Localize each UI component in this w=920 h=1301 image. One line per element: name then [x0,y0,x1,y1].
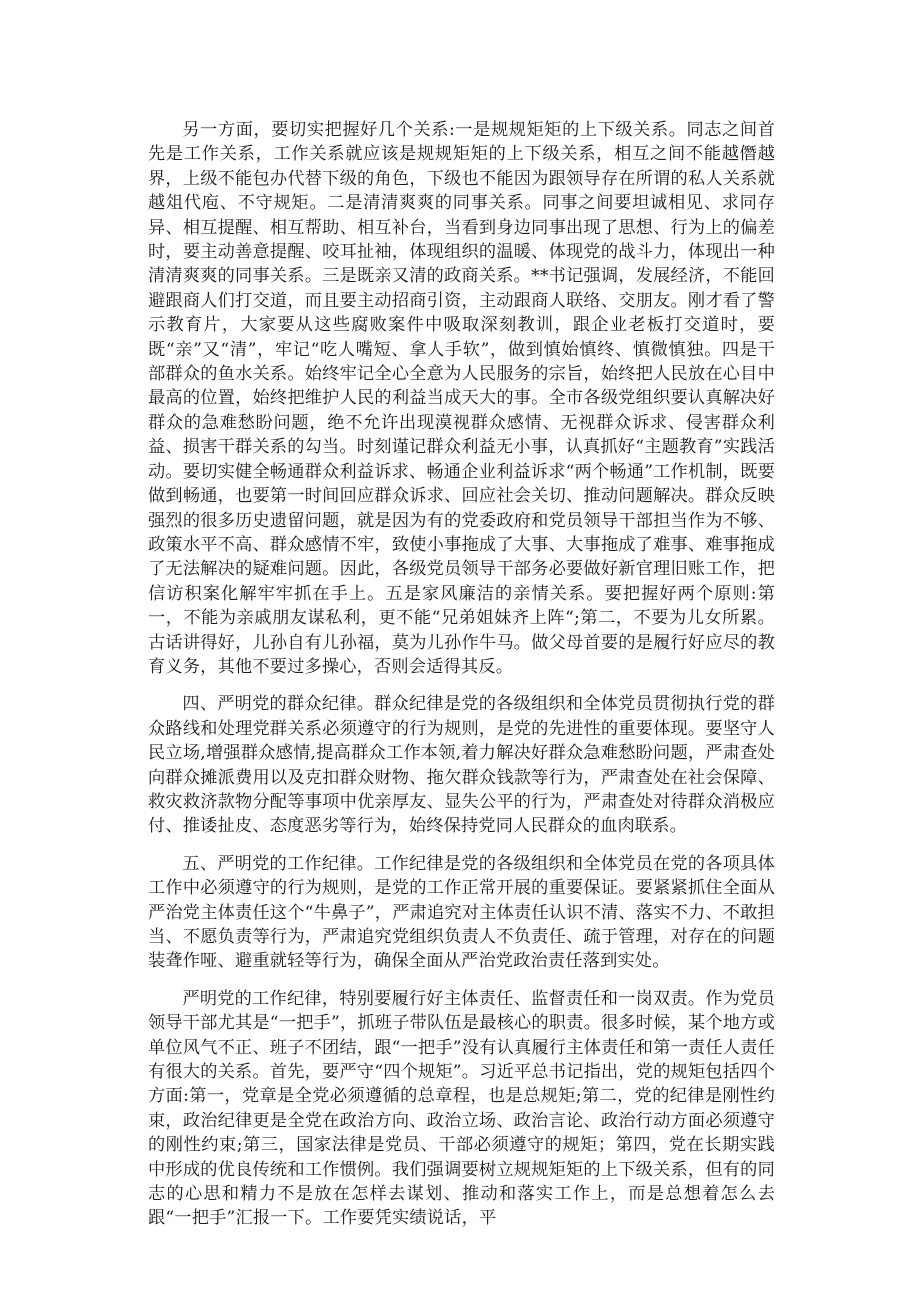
document-body [148,118,775,1231]
paragraph-responsibility: 严明党的工作纪律，特别要履行好主体责任、监督责任和一岗双责。作为党员领导干部尤其是“一把手”，抓班子带队伍是最核心的职责。很多时候，某个地方或单位风气不正、班子不团结，跟“一把手”没有认真履行主体责任和第一责任人责任有很大的关系。首先，要严守“四个规矩”。习近平总书记指出，党的规矩包括四个方面:第一，党章是全党必须遵循的总章程，也是总规矩;第二，党的纪律是刚性约束，政治纪律更是全党在政治方向、政治立场、政治言论、政治行动方面必须遵守的刚性约束;第三，国家法律是党员、干部必须遵守的规矩；第四，党在长期实践中形成的优良传统和工作惯例。我们强调要树立规规矩矩的上下级关系，但有的同志的心思和精力不是放在怎样去谋划、推动和落实工作上，而是总想着怎么去跟“一把手”汇报一下。工作要凭实绩说话，平 [148,988,775,1229]
paragraph-mass-discipline: 四、严明党的群众纪律。群众纪律是党的各级组织和全体党员贯彻执行党的群众路线和处理党群关系必须遵守的行为规则，是党的先进性的重要体现。要坚守人民立场,增强群众感情,提高群众工作本领,着力解决好群众急难愁盼问题，严肃查处向群众摊派费用以及克扣群众财物、拖欠群众钱款等行为，严肃查处在社会保障、救灾救济款物分配等事项中优亲厚友、显失公平的行为，严肃查处对待群众消极应付、推诿扯皮、态度恶劣等行为，始终保持党同人民群众的血肉联系。 [148,694,775,837]
paragraph-relationships: 另一方面，要切实把握好几个关系:一是规规矩矩的上下级关系。同志之间首先是工作关系，工作关系就应该是规规矩矩的上下级关系，相互之间不能越僭越界，上级不能包办代替下级的角色，下级也不能因为跟领导存在所谓的私人关系就越俎代庖、不守规矩。二是清清爽爽的同事关系。同事之间要坦诚相见、求同存异、相互提醒、相互帮助、相互补台，当看到身边同事出现了思想、行为上的偏差时，要主动善意提醒、咬耳扯袖，体现组织的温暖、体现党的战斗力，体现出一种清清爽爽的同事关系。三是既亲又清的政商关系。**书记强调，发展经济，不能回避跟商人们打交道，而且要主动招商引资，主动跟商人联络、交朋友。刚才看了警示教育片，大家要从这些腐败案件中吸取深刻教训，跟企业老板打交道时，要既“亲”又“清”，牢记“吃人嘴短、拿人手软”，做到慎始慎终、慎微慎独。四是干部群众的鱼水关系。始终牢记全心全意为人民服务的宗旨，始终把人民放在心目中最高的位置，始终把维护人民的利益当成天大的事。全市各级党组织要认真解决好群众的急难愁盼问题，绝不允许出现漠视群众感情、无视群众诉求、侵害群众利益、损害干群关系的勾当。时刻谨记群众利益无小事，认真抓好“主题教育”实践活动。要切实健全畅通群众利益诉求、畅通企业利益诉求“两个畅通”工作机制，既要做到畅通，也要第一时间回应群众诉求、回应社会关切、推动问题解决。群众反映强烈的很多历史遗留问题，就是因为有的党委政府和党员领导干部担当作为不够、政策水平不高、群众感情不牢，致使小事拖成了大事、大事拖成了难事、难事拖成了无法解决的疑难问题。因此，各级党员领导干部务必要做好新官理旧账工作，把信访积案化解牢牢抓在手上。五是家风廉洁的亲情关系。要把握好两个原则:第一，不能为亲戚朋友谋私利，更不能“兄弟姐妹齐上阵“;第二，不要为儿女所累。古话讲得好，儿孙自有儿孙福，莫为儿孙作牛马。做父母首要的是履行好应尽的教育义务，其他不要过多操心，否则会适得其反。 [148,120,775,677]
paragraph-work-discipline: 五、严明党的工作纪律。工作纪律是党的各级组织和全体党员在党的各项具体工作中必须遵守的行为规则，是党的工作正常开展的重要保证。要紧紧抓住全面从严治党主体责任这个“牛鼻子”，严肃追究对主体责任认识不清、落实不力、不敢担当、不愿负责等行为，严肃追究党组织负责人不负责任、疏于管理，对存在的问题装聋作哑、避重就轻等行为，确保全面从严治党政治责任落到实处。 [148,853,775,972]
